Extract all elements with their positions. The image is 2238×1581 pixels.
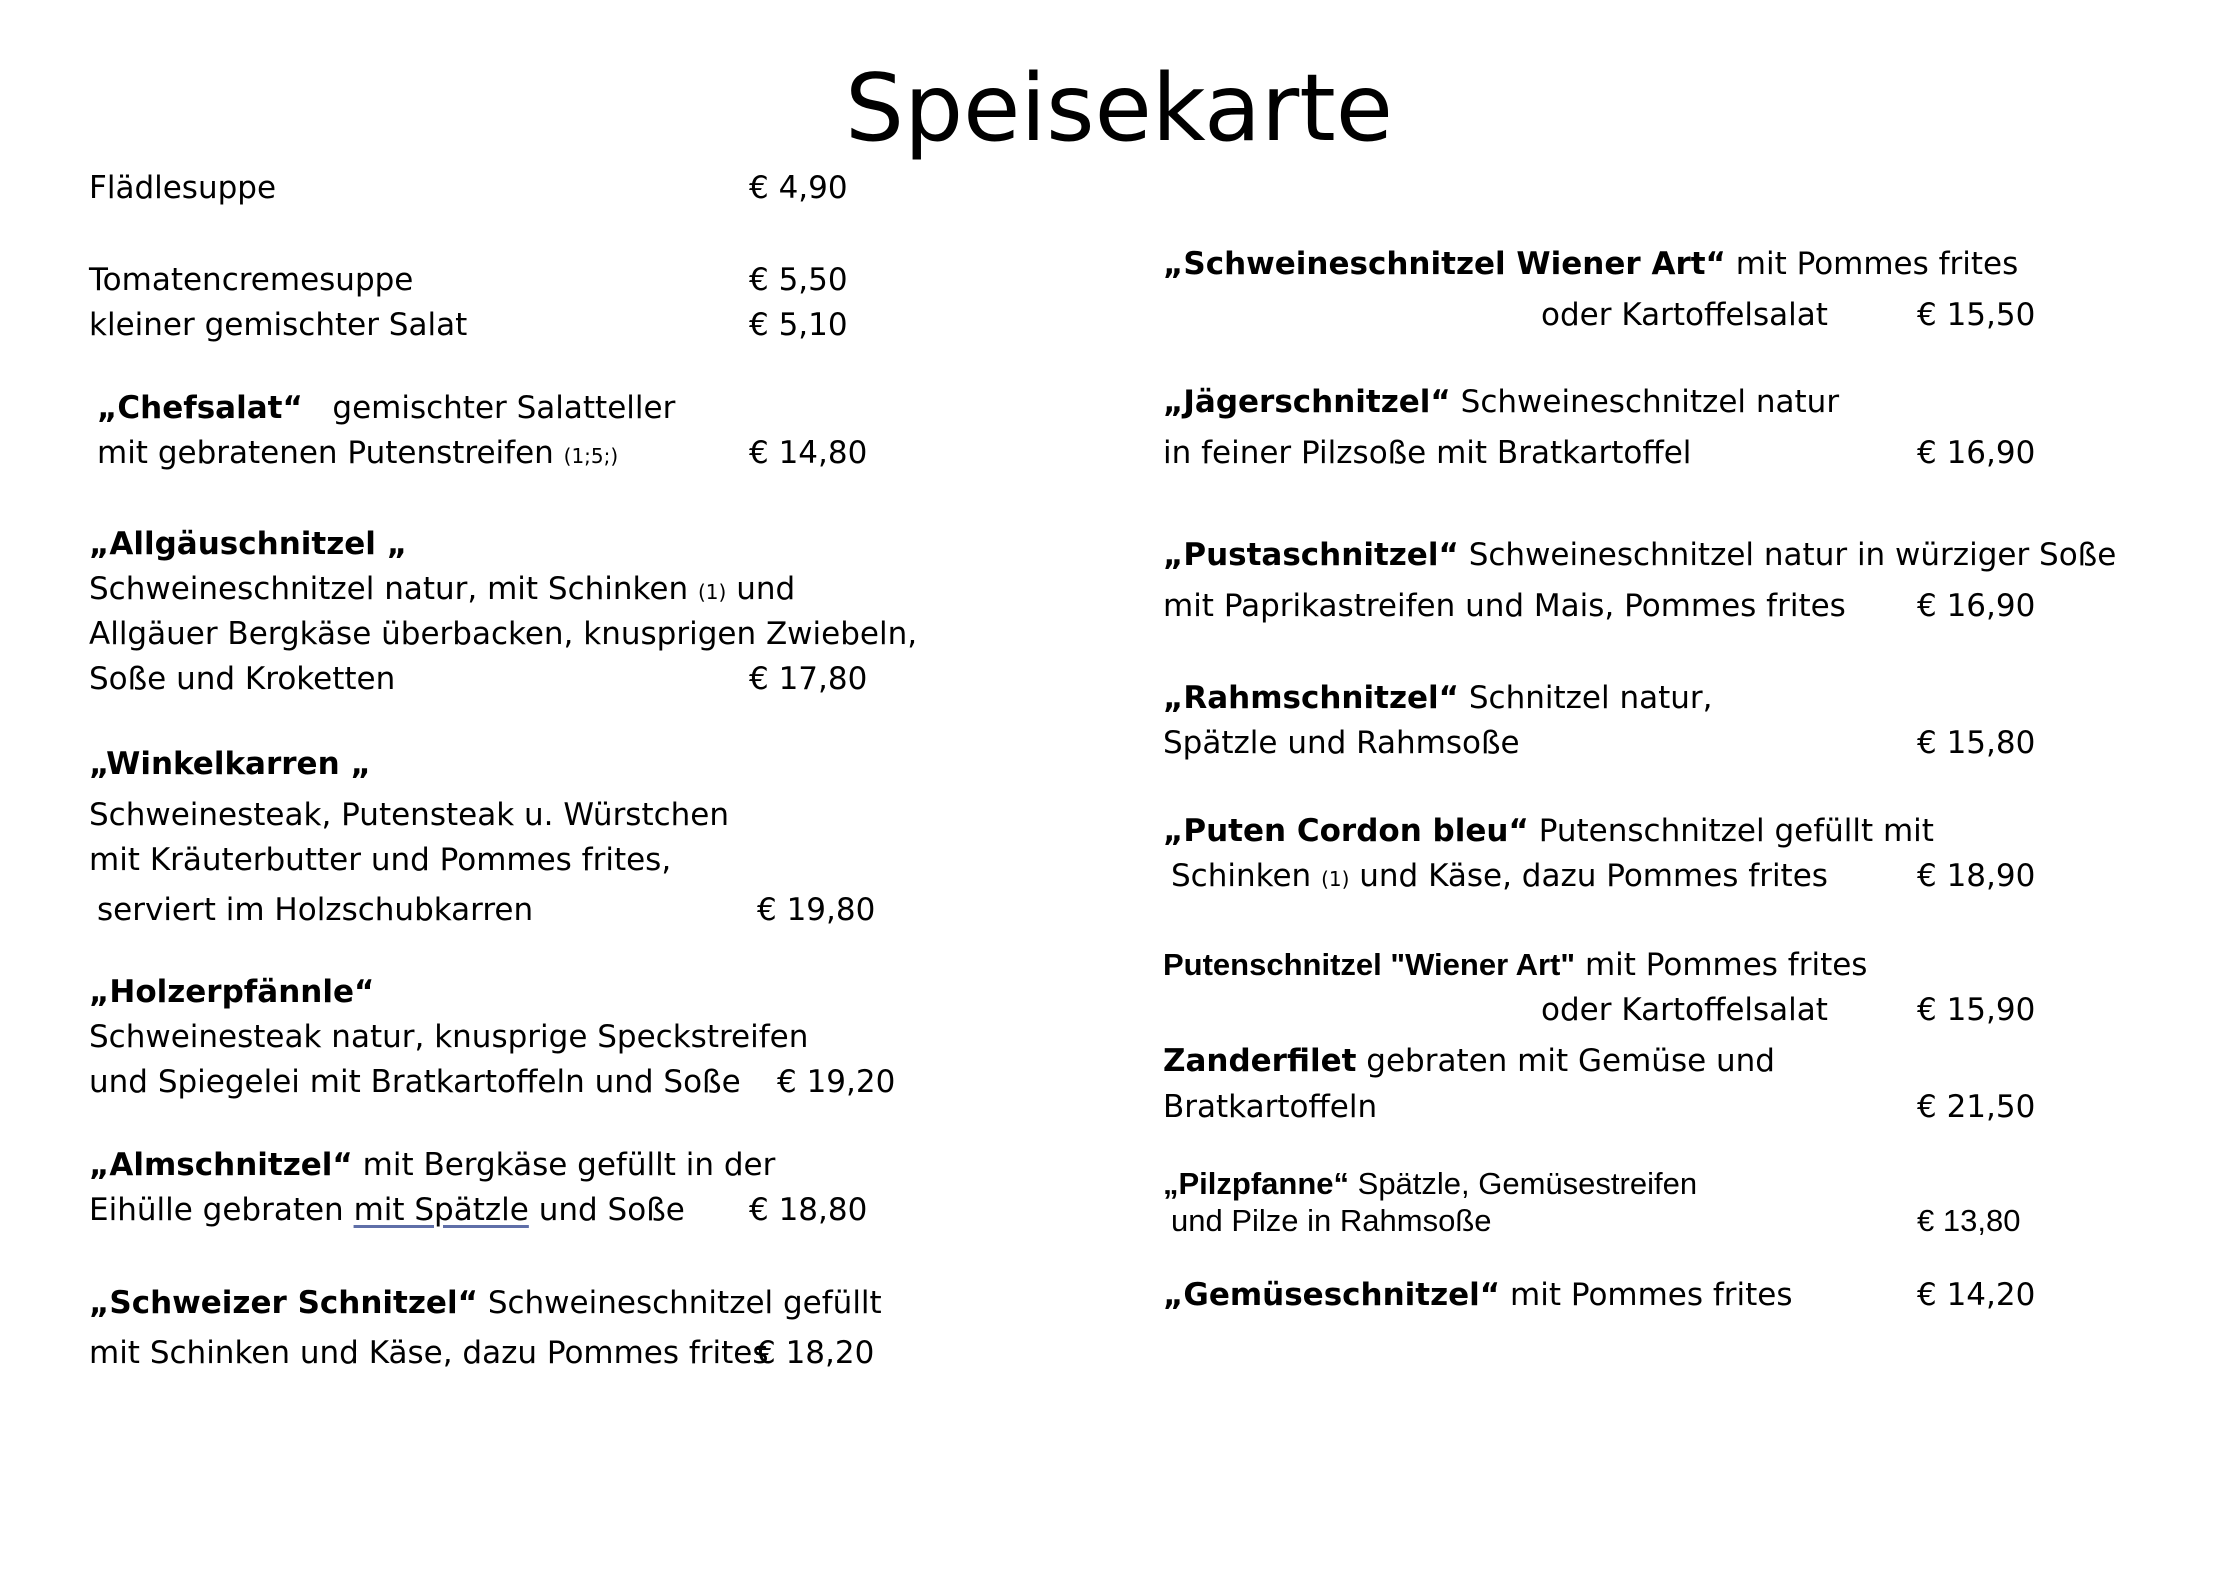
menu-item-price: € 15,80 xyxy=(1917,725,2036,761)
menu-item-name: „Pustaschnitzel“ xyxy=(1163,537,1459,573)
menu-item-name: „Winkelkarren „ xyxy=(89,746,371,782)
menu-item-name: „Gemüseschnitzel“ xyxy=(1163,1277,1501,1313)
menu-item-chefsalat xyxy=(97,388,675,428)
menu-item-price: € 19,80 xyxy=(757,892,876,928)
menu-item-name: „Allgäuschnitzel „ xyxy=(89,526,408,562)
menu-item-price: € 14,80 xyxy=(749,435,868,471)
menu-item-price: € 17,80 xyxy=(749,661,868,697)
menu-item-desc: mit Pommes frites xyxy=(1735,246,2019,282)
menu-item-gemuese xyxy=(1163,1275,1793,1315)
page-title: Speisekarte xyxy=(845,54,1393,162)
menu-item-desc: Schweineschnitzel natur in würziger Soße xyxy=(1468,537,2117,573)
menu-item-wiener xyxy=(1163,244,2018,284)
menu-item-desc: Allgäuer Bergkäse überbacken, knusprigen Zwiebeln, xyxy=(89,616,918,652)
menu-item-schweizer xyxy=(89,1283,882,1323)
menu-item-desc: Spätzle und Rahmsoße xyxy=(1163,725,1520,761)
menu-item-desc: und xyxy=(736,571,796,607)
menu-item-puten-wiener xyxy=(1163,945,1867,985)
menu-item-name: „Pilzpfanne“ xyxy=(1163,1166,1350,1201)
menu-item-zander xyxy=(1163,1041,1775,1081)
menu-item-name: Putenschnitzel "Wiener Art" xyxy=(1163,947,1576,982)
menu-item-name: „Holzerpfännle“ xyxy=(89,974,375,1010)
menu-item-desc: mit Kräuterbutter und Pommes frites, xyxy=(89,842,672,878)
menu-item-name: Zanderfilet xyxy=(1163,1043,1357,1079)
menu-item-name: Tomatencremesuppe xyxy=(89,262,414,298)
menu-item-rahm xyxy=(1163,678,1713,718)
menu-item-pilz xyxy=(1163,1164,1697,1204)
menu-item-name: „Jägerschnitzel“ xyxy=(1163,384,1451,420)
menu-item-name: „Rahmschnitzel“ xyxy=(1163,680,1460,716)
allergen-note: (1;5;) xyxy=(563,444,619,468)
menu-item-line xyxy=(97,433,618,476)
menu-item-desc: oder Kartoffelsalat xyxy=(1541,297,1828,333)
menu-item-jaeger xyxy=(1163,382,1839,422)
menu-item-name: Flädlesuppe xyxy=(89,170,277,206)
menu-item-desc: Schweineschnitzel natur, mit Schinken xyxy=(89,571,689,607)
allergen-note: (1) xyxy=(1321,867,1350,891)
menu-item-price: € 13,80 xyxy=(1917,1203,2021,1238)
menu-item-price: € 18,90 xyxy=(1917,858,2036,894)
menu-item-price: € 21,50 xyxy=(1917,1089,2036,1125)
menu-item-desc: mit Schinken und Käse, dazu Pommes frites xyxy=(89,1335,769,1371)
menu-item-desc: in feiner Pilzsoße mit Bratkartoffel xyxy=(1163,435,1692,471)
menu-item-name: „Puten Cordon bleu“ xyxy=(1163,813,1529,849)
menu-item-desc: Soße und Kroketten xyxy=(89,661,396,697)
menu-item-pusta xyxy=(1163,535,2116,575)
menu-item-desc: Schweineschnitzel gefüllt xyxy=(487,1285,882,1321)
menu-item-line xyxy=(1171,856,1828,899)
menu-item-name: „Chefsalat“ xyxy=(97,390,303,426)
menu-item-desc: mit Bergkäse gefüllt in der xyxy=(362,1147,776,1183)
menu-item-desc: Schweinesteak, Putensteak u. Würstchen xyxy=(89,797,730,833)
menu-item-desc: gemischter Salatteller xyxy=(332,390,676,426)
menu-item-desc: Bratkartoffeln xyxy=(1163,1089,1378,1125)
menu-item-desc: Schweineschnitzel natur xyxy=(1460,384,1840,420)
menu-item-price: € 5,10 xyxy=(749,307,848,343)
menu-item-desc: mit gebratenen Putenstreifen xyxy=(97,435,554,471)
menu-item-desc: gebraten mit Gemüse und xyxy=(1366,1043,1775,1079)
menu-item-desc: und Käse, dazu Pommes frites xyxy=(1359,858,1828,894)
menu-item-price: € 18,80 xyxy=(749,1192,868,1228)
menu-item-price: € 5,50 xyxy=(749,262,848,298)
menu-item-price: € 14,20 xyxy=(1917,1277,2036,1313)
menu-item-alm xyxy=(89,1145,775,1185)
menu-item-desc: und Spiegelei mit Bratkartoffeln und Soße xyxy=(89,1064,741,1100)
menu-item-desc: Schinken xyxy=(1171,858,1312,894)
menu-item-cordon xyxy=(1163,811,1934,851)
menu-item-price: € 18,20 xyxy=(756,1335,875,1371)
menu-item-price: € 15,50 xyxy=(1917,297,2036,333)
menu-item-desc: Putenschnitzel gefüllt mit xyxy=(1538,813,1934,849)
menu-item-line xyxy=(89,1190,685,1230)
menu-item-name: „Schweineschnitzel Wiener Art“ xyxy=(1163,246,1726,282)
menu-item-desc: und Soße xyxy=(538,1192,685,1228)
menu-item-desc: Eihülle gebraten xyxy=(89,1192,344,1228)
menu-item-desc: mit Pommes frites xyxy=(1584,947,1868,983)
allergen-note: (1) xyxy=(697,580,727,604)
menu-item-price: € 15,90 xyxy=(1917,992,2036,1028)
menu-item-name: kleiner gemischter Salat xyxy=(89,307,468,343)
menu-item-price: € 19,20 xyxy=(777,1064,896,1100)
menu-item-desc: Schweinesteak natur, knusprige Speckstreifen xyxy=(89,1019,809,1055)
menu-item-desc: Spätzle, Gemüsestreifen xyxy=(1357,1166,1698,1201)
menu-item-price: € 16,90 xyxy=(1917,435,2036,471)
menu-item-line xyxy=(89,569,795,612)
menu-item-desc: oder Kartoffelsalat xyxy=(1541,992,1828,1028)
menu-item-price: € 4,90 xyxy=(749,170,848,206)
menu-item-desc: Schnitzel natur, xyxy=(1468,680,1713,716)
menu-item-name: „Almschnitzel“ xyxy=(89,1147,353,1183)
underlined-text: mit Spätzle xyxy=(353,1192,529,1228)
menu-item-desc: mit Pommes frites xyxy=(1510,1277,1793,1313)
menu-item-desc: und Pilze in Rahmsoße xyxy=(1171,1203,1492,1238)
menu-item-name: „Schweizer Schnitzel“ xyxy=(89,1285,478,1321)
menu-item-desc: serviert im Holzschubkarren xyxy=(97,892,534,928)
menu-item-desc: mit Paprikastreifen und Mais, Pommes frites xyxy=(1163,588,1846,624)
menu-item-price: € 16,90 xyxy=(1917,588,2036,624)
